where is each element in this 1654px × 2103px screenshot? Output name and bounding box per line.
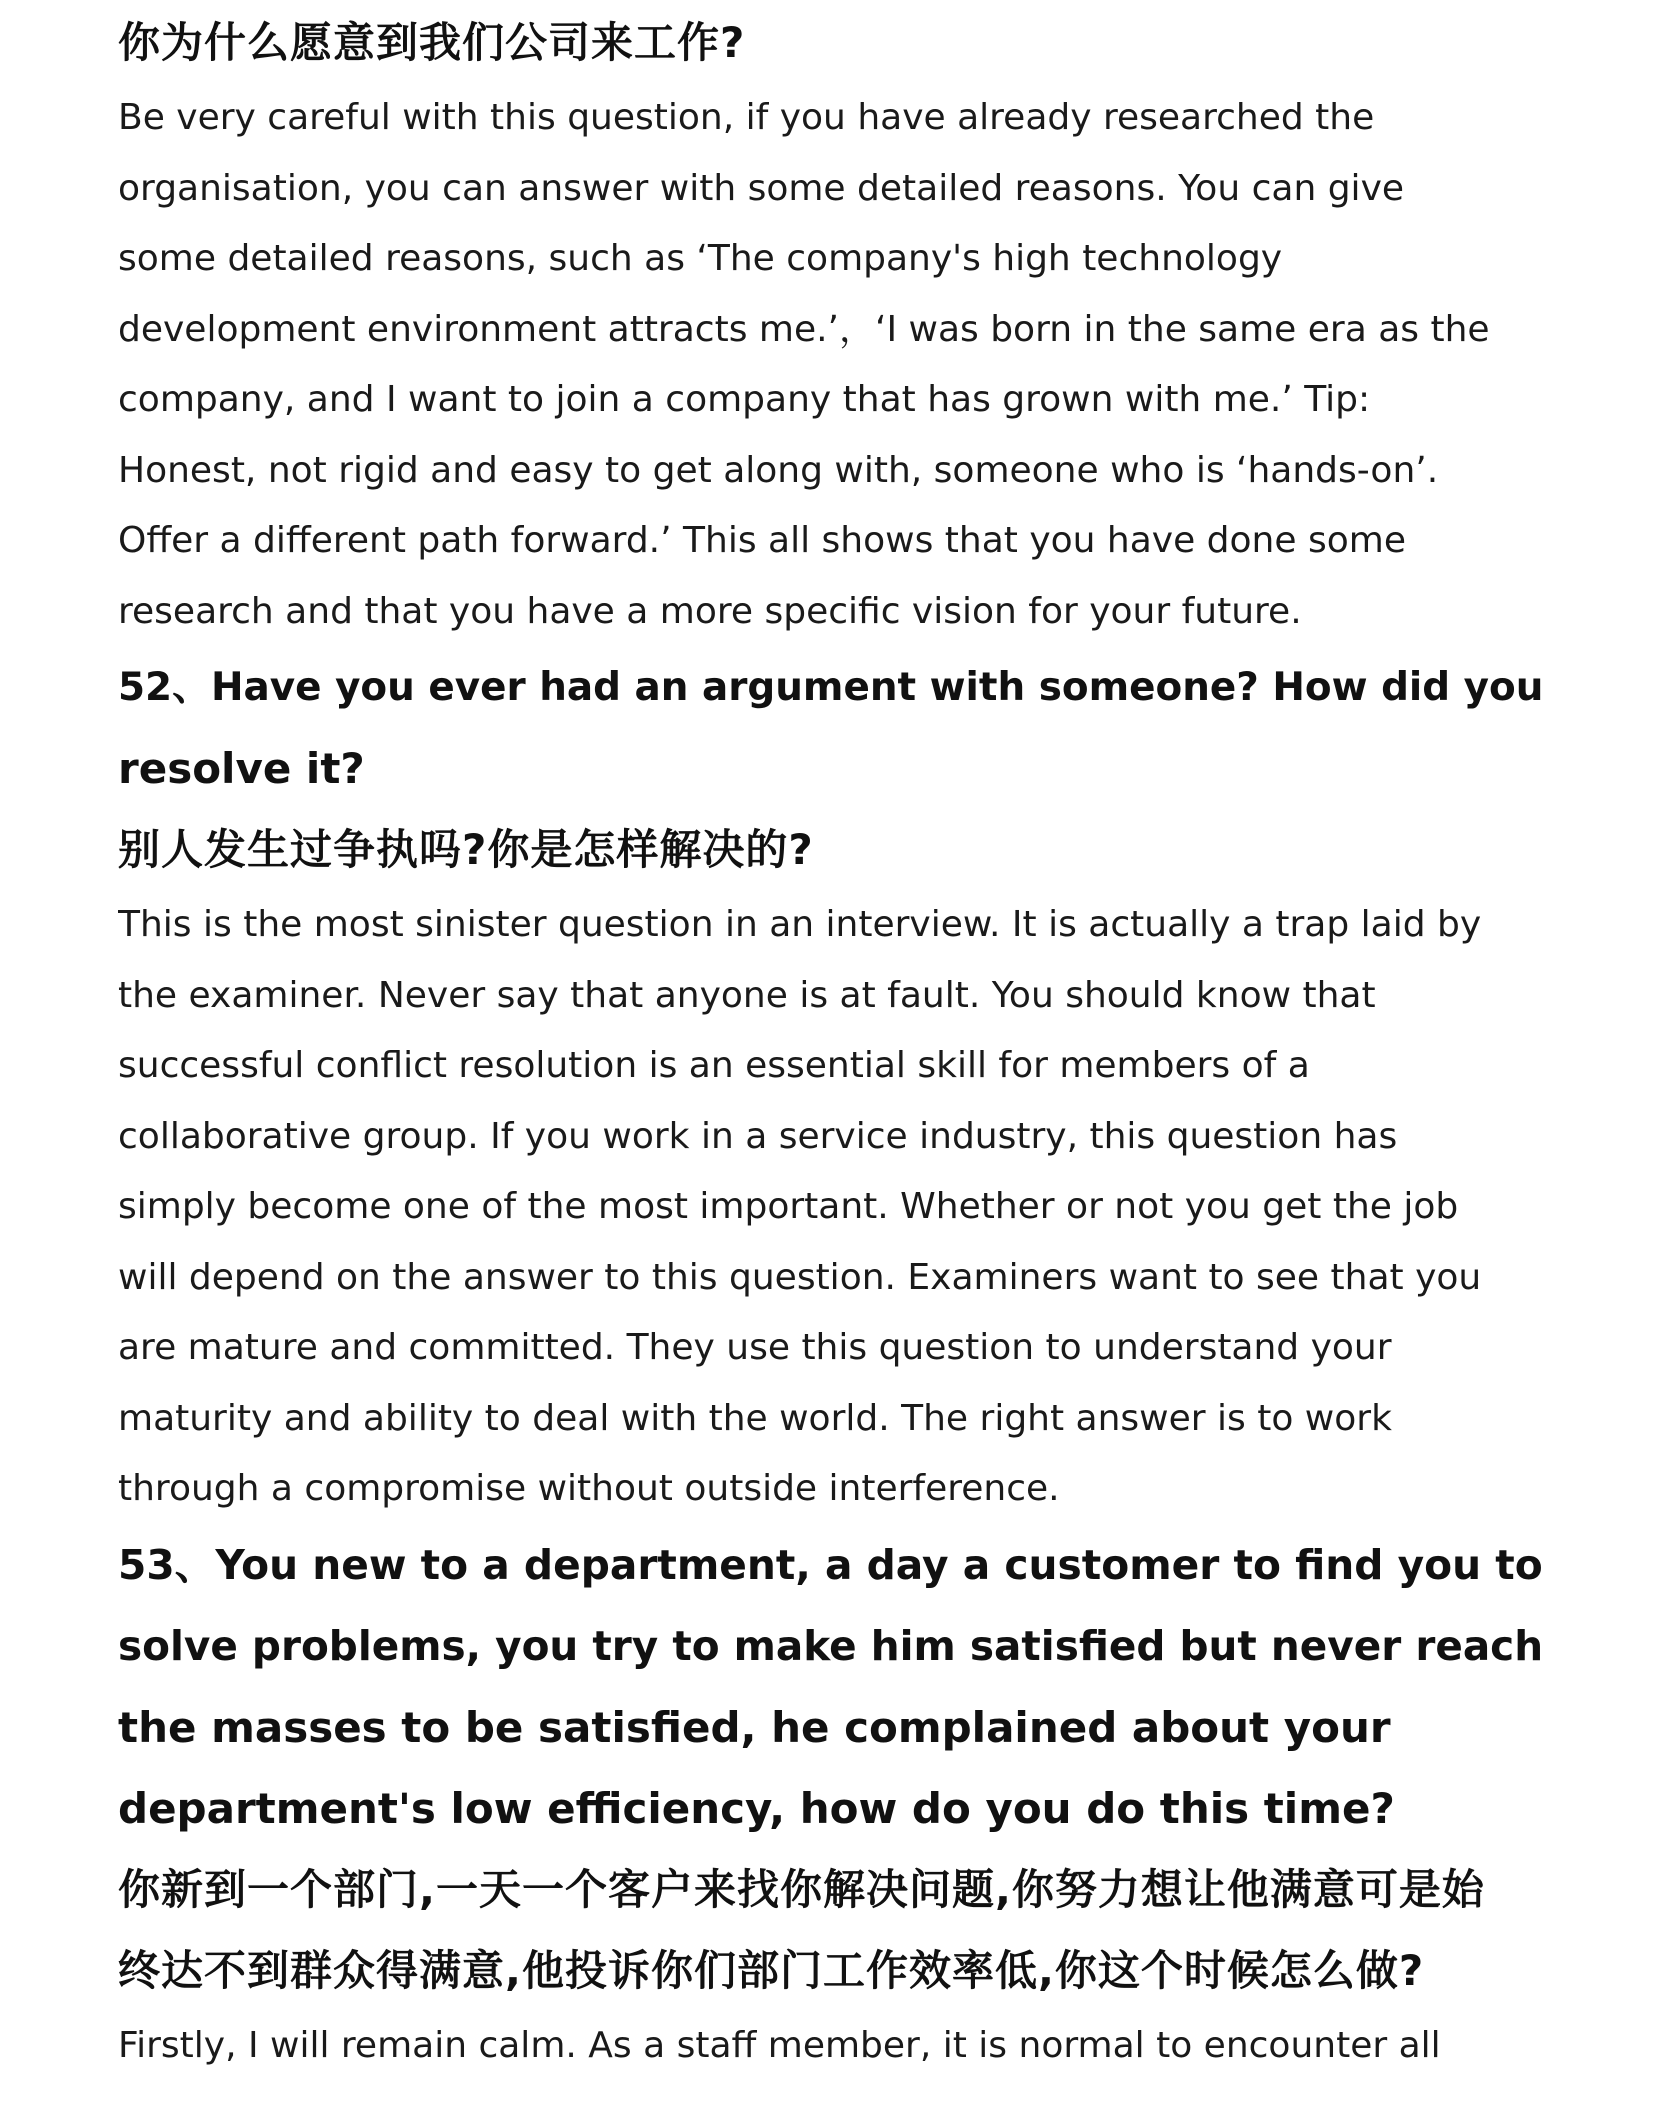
answer-line: are mature and committed. They use this question to understand your xyxy=(118,1327,1392,1368)
title-line: solve problems, you try to make him satisfied but never reach xyxy=(118,1621,1544,1670)
answer-line: development environment attracts me.’，‘I was born in the same era as the xyxy=(118,308,1490,350)
answer-line: Honest, not rigid and easy to get along with, someone who is ‘hands-on’. xyxy=(118,449,1439,491)
answer-line: research and that you have a more specific vision for your future. xyxy=(118,590,1302,632)
question-53-en-title xyxy=(118,1525,1558,1849)
question-52 xyxy=(118,647,1558,1525)
title-line: the masses to be satisfied, he complained about your xyxy=(118,1702,1391,1752)
question-53-answer xyxy=(118,2011,1558,2082)
answer-line: through a compromise without outside interference. xyxy=(118,1468,1060,1509)
answer-line: maturity and ability to deal with the world. The right answer is to work xyxy=(118,1397,1392,1439)
question-53 xyxy=(118,1525,1558,2082)
answer-line: collaborative group. If you work in a service industry, this question has xyxy=(118,1115,1398,1157)
answer-line: simply become one of the most important. Whether or not you get the job xyxy=(118,1186,1459,1227)
question-53-zh-title xyxy=(118,1849,1558,2011)
answer-line: will depend on the answer to this question. Examiners want to see that you xyxy=(118,1256,1482,1298)
answer-line: This is the most sinister question in an interview. It is actually a trap laid by xyxy=(118,904,1482,945)
title-line: 你新到一个部门,一天一个客户来找你解决问题,你努力想让他满意可是始 xyxy=(118,1864,1485,1914)
title-line: department's low efficiency, how do you do this time? xyxy=(118,1783,1395,1833)
answer-line: the examiner. Never say that anyone is at fault. You should know that xyxy=(118,974,1376,1016)
answer-line: organisation, you can answer with some detailed reasons. You can give xyxy=(118,167,1405,209)
title-line: 52、Have you ever had an argument with someone? How did you xyxy=(118,665,1544,710)
question-51-zh-title: 你为什么愿意到我们公司来工作? xyxy=(118,18,746,67)
document-page xyxy=(118,0,1558,2103)
answer-line: Firstly, I will remain calm. As a staff member, it is normal to encounter all xyxy=(118,2024,1441,2066)
answer-line: successful conflict resolution is an essential skill for members of a xyxy=(118,1045,1310,1086)
title-line: resolve it? xyxy=(118,744,365,793)
answer-line: some detailed reasons, such as ‘The company's high technology xyxy=(118,238,1283,279)
question-52-answer xyxy=(118,890,1558,1525)
answer-line: Offer a different path forward.’ This all shows that you have done some xyxy=(118,520,1406,561)
title-line: 53、You new to a department, a day a customer to find you to xyxy=(118,1540,1543,1589)
answer-line: company, and I want to join a company that has grown with me.’ Tip: xyxy=(118,379,1371,420)
question-51-answer xyxy=(118,83,1558,647)
question-52-en-title xyxy=(118,647,1558,809)
title-line: 终达不到群众得满意,他投诉你们部门工作效率低,你这个时候怎么做? xyxy=(118,1945,1425,1995)
question-52-zh-title: 别人发生过争执吗?你是怎样解决的? xyxy=(118,825,814,874)
question-51 xyxy=(118,2,1558,647)
answer-line: Be very careful with this question, if you have already researched the xyxy=(118,97,1375,138)
